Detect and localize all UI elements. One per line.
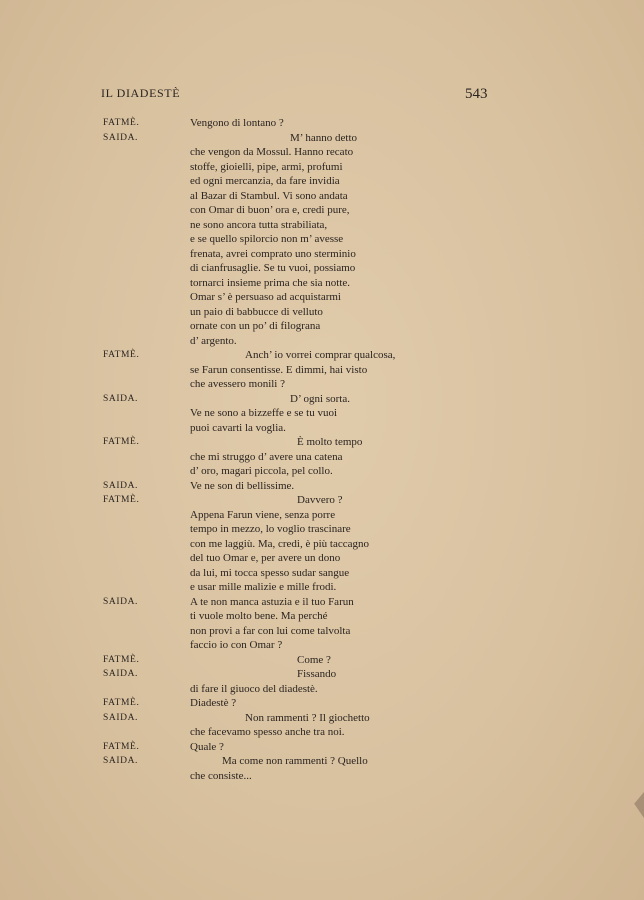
- dialogue-line: [0, 276, 644, 291]
- verse-text: Ve ne son di bellissime.: [190, 479, 295, 492]
- verse-text: d’ oro, magari piccola, pel collo.: [190, 465, 333, 477]
- dialogue-line: [0, 348, 644, 363]
- dialogue-line: [0, 522, 644, 537]
- speaker-name: SAIDA.: [103, 756, 139, 766]
- running-title: IL DIADESTÈ: [101, 86, 181, 100]
- dialogue-line: [0, 116, 644, 131]
- verse-text: un paio di babbucce di velluto: [190, 305, 323, 318]
- dialogue-line: [0, 624, 644, 639]
- dialogue-line: [0, 160, 644, 175]
- dialogue-line: [0, 319, 644, 334]
- verse-text: frenata, avrei comprato uno sterminio: [190, 247, 356, 260]
- page-edge-tear: [630, 792, 644, 818]
- verse-text: se Farun consentisse. E dimmi, hai visto: [190, 363, 368, 376]
- dialogue-line: [0, 218, 644, 233]
- speaker-name: SAIDA.: [103, 596, 139, 607]
- speaker-name: FATMÈ.: [103, 437, 140, 447]
- dialogue-line: [0, 131, 644, 146]
- dialogue-line: [0, 740, 644, 755]
- verse-text: d’ argento.: [190, 334, 237, 347]
- verse-text: Non rammenti ? Il giochetto: [245, 711, 370, 724]
- dialogue-line: [0, 392, 644, 407]
- verse-text: Anch’ io vorrei comprar qualcosa,: [245, 349, 396, 361]
- verse-text: ne sono ancora tutta strabiliata,: [190, 218, 328, 231]
- verse-text: con me laggiù. Ma, credi, è più taccagno: [190, 537, 369, 550]
- verse-text: non provi a far con lui come talvolta: [190, 624, 351, 637]
- speaker-name: SAIDA.: [103, 480, 139, 491]
- speaker-name: SAIDA.: [103, 132, 139, 143]
- speaker-name: SAIDA.: [103, 712, 139, 723]
- speaker-name: FATMÈ.: [103, 741, 140, 752]
- verse-text: che avessero monili ?: [190, 378, 285, 390]
- verse-text: che consiste...: [190, 769, 252, 782]
- dialogue-line: [0, 232, 644, 247]
- verse-text: faccio io con Omar ?: [190, 639, 283, 651]
- verse-text: e usar mille malizie e mille frodi.: [190, 581, 337, 593]
- verse-text: Vengono di lontano ?: [190, 117, 284, 129]
- verse-text: del tuo Omar e, per avere un dono: [190, 552, 341, 564]
- dialogue-line: [0, 377, 644, 392]
- dialogue-line: [0, 566, 644, 581]
- verse-text: di fare il giuoco del diadestè.: [190, 682, 318, 695]
- dialogue-line: [0, 189, 644, 204]
- dialogue-line: [0, 580, 644, 595]
- verse-text: Ve ne sono a bizzeffe e se tu vuoi: [190, 407, 338, 419]
- verse-text: stoffe, gioielli, pipe, armi, profumi: [190, 160, 343, 173]
- speaker-name: FATMÈ.: [103, 654, 140, 665]
- speaker-name: SAIDA.: [103, 669, 139, 679]
- dialogue-line: [0, 754, 644, 769]
- verse-text: ornate con un po’ di filograna: [190, 320, 321, 332]
- dialogue-line: [0, 595, 644, 610]
- verse-text: Appena Farun viene, senza porre: [190, 508, 336, 521]
- dialogue-line: [0, 145, 644, 160]
- dialogue-line: [0, 203, 644, 218]
- dialogue-line: [0, 725, 644, 740]
- verse-text: al Bazar di Stambul. Vi sono andata: [190, 189, 348, 202]
- verse-text: di cianfrusaglie. Se tu vuoi, possiamo: [190, 262, 356, 274]
- verse-text: Omar s’ è persuaso ad acquistarmi: [190, 291, 341, 303]
- verse-text: tornarci insieme prima che sia notte.: [190, 276, 351, 289]
- speaker-name: FATMÈ.: [103, 698, 140, 708]
- dialogue-line: [0, 406, 644, 421]
- dialogue-line: [0, 711, 644, 726]
- dialogue-line: [0, 261, 644, 276]
- dialogue-line: [0, 493, 644, 508]
- speaker-name: FATMÈ.: [103, 118, 140, 128]
- dialogue-line: [0, 305, 644, 320]
- verse-text: ti vuole molto bene. Ma perché: [190, 610, 328, 622]
- verse-text: che facevamo spesso anche tra noi.: [190, 726, 345, 738]
- speaker-name: FATMÈ.: [103, 495, 140, 505]
- dialogue-line: [0, 247, 644, 262]
- verse-text: È molto tempo: [297, 436, 363, 448]
- dialogue-line: [0, 450, 644, 465]
- verse-text: tempo in mezzo, lo voglio trascinare: [190, 523, 351, 535]
- dialogue-line: [0, 290, 644, 305]
- verse-text: che mi struggo d’ avere una catena: [190, 450, 343, 463]
- verse-text: Diadestè ?: [190, 697, 237, 709]
- dialogue-line: [0, 638, 644, 653]
- verse-text: M’ hanno detto: [290, 131, 358, 144]
- verse-text: ed ogni mercanzia, da fare invidia: [190, 175, 340, 187]
- dialogue-line: [0, 537, 644, 552]
- verse-text: che vengon da Mossul. Hanno recato: [190, 146, 354, 158]
- dialogue-line: [0, 363, 644, 378]
- dialogue-line: [0, 696, 644, 711]
- speaker-name: SAIDA.: [103, 393, 139, 404]
- dialogue-line: [0, 769, 644, 784]
- verse-text: Fissando: [297, 668, 337, 680]
- dialogue-line: [0, 653, 644, 668]
- verse-text: D’ ogni sorta.: [290, 392, 350, 405]
- dialogue-line: [0, 609, 644, 624]
- verse-text: con Omar di buon’ ora e, credi pure,: [190, 204, 350, 216]
- verse-text: Ma come non rammenti ? Quello: [222, 755, 368, 767]
- page-number: 543: [465, 86, 488, 102]
- dialogue-line: [0, 435, 644, 450]
- verse-text: da lui, mi tocca spesso sudar sangue: [190, 566, 350, 579]
- dialogue-line: [0, 174, 644, 189]
- dialogue-line: [0, 667, 644, 682]
- dialogue-line: [0, 464, 644, 479]
- verse-text: Come ?: [297, 653, 331, 666]
- dialogue-line: [0, 682, 644, 697]
- dialogue-line: [0, 421, 644, 436]
- verse-text: Quale ?: [190, 740, 224, 753]
- verse-text: A te non manca astuzia e il tuo Farun: [190, 595, 354, 608]
- speaker-name: FATMÈ.: [103, 350, 140, 360]
- dialogue-body: [0, 116, 644, 783]
- dialogue-line: [0, 479, 644, 494]
- dialogue-line: [0, 508, 644, 523]
- verse-text: puoi cavarti la voglia.: [190, 421, 286, 434]
- verse-text: Davvero ?: [297, 494, 343, 506]
- dialogue-line: [0, 334, 644, 349]
- verse-text: e se quello spilorcio non m’ avesse: [190, 233, 344, 245]
- dialogue-line: [0, 551, 644, 566]
